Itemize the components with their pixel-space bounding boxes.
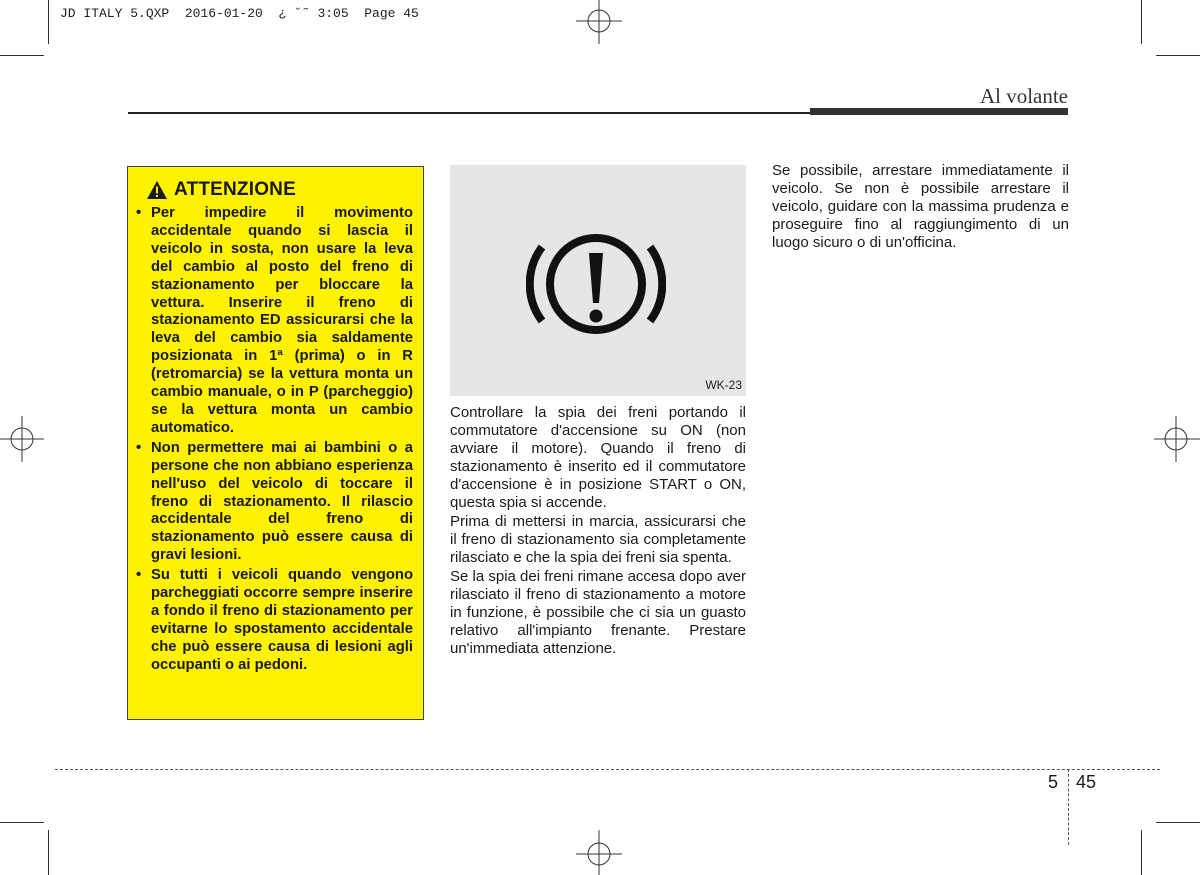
registration-mark-right (1152, 412, 1200, 466)
print-slug: JD ITALY 5.QXP 2016-01-20 ¿ ˘˜ 3:05 Page 45 (60, 6, 419, 21)
warning-item: • Per impedire il movimento accidentale quando si lascia il veicolo in sosta, non usare la leva del cambio al posto del freno di stazionamento per bloccare la vettura. Inserire il freno di stazionamento ED assicurarsi che la leva del cambio sia saldamente posizionata in 1ª (prima) o in R (retromarcia) se la vettura monta un cambio manuale, o in P (parcheggio) se la vettura monta un cambio automatico. (136, 205, 413, 438)
warning-list (138, 205, 413, 675)
warning-title: ATTENZIONE (174, 179, 296, 200)
header-rule-accent (810, 108, 1068, 115)
brake-light-figure (450, 165, 746, 396)
paragraph: Prima di mettersi in marcia, assicurarsi che il freno di stazionamento sia completamente rilasciato e che la spia dei freni sia spenta. (450, 513, 746, 566)
paragraph: Se la spia dei freni rimane accesa dopo aver rilasciato il freno di stazionamento a motore in funzione, è possibile che ci sia un guasto relativo all'impianto frenante. Prestare un'immediata attenzione. (450, 568, 747, 657)
warning-triangle-icon (146, 180, 168, 200)
section-title: Al volante (979, 84, 1068, 108)
warning-item: • Su tutti i veicoli quando vengono parcheggiati occorre sempre inserire a fondo il freno di stazionamento per evitarne lo spostamento accidentale che può essere causa di lesioni agli occupanti o ai pedoni. (136, 567, 413, 674)
paragraph: Controllare la spia dei freni portando il commutatore d'accensione su ON (non avviare il motore). Quando il freno di stazionamento è inserito ed il commutatore d'accensione è in posizione START o ON, questa spia si accende. (450, 404, 746, 511)
registration-mark-top (572, 0, 626, 46)
footer-dashed-rule (55, 769, 1160, 770)
brake-warning-light-icon (526, 225, 666, 345)
header-rule (128, 112, 810, 114)
figure-code: WK-23 (705, 378, 742, 392)
body-column-3 (772, 162, 1069, 253)
footer-dashed-divider (1068, 769, 1069, 845)
registration-mark-bottom (572, 830, 626, 875)
body-column-2 (450, 404, 746, 659)
warning-box (127, 166, 424, 720)
page-number: 45 (1076, 772, 1097, 792)
paragraph: Se possibile, arrestare immediatamente il veicolo. Se non è possibile arrestare il veicolo, guidare con la massima prudenza e proseguire fino al raggiungimento di un luogo sicuro o di un'officina. (772, 162, 1069, 251)
warning-item: • Non permettere mai ai bambini o a persone che non abbiano esperienza nell'uso del veicolo di toccare il freno di stazionamento. Il rilascio accidentale del freno di stazionamento può essere causa di gravi lesioni. (136, 440, 413, 565)
chapter-number: 5 (1048, 772, 1059, 792)
warning-header (146, 179, 413, 201)
registration-mark-left (0, 412, 46, 466)
